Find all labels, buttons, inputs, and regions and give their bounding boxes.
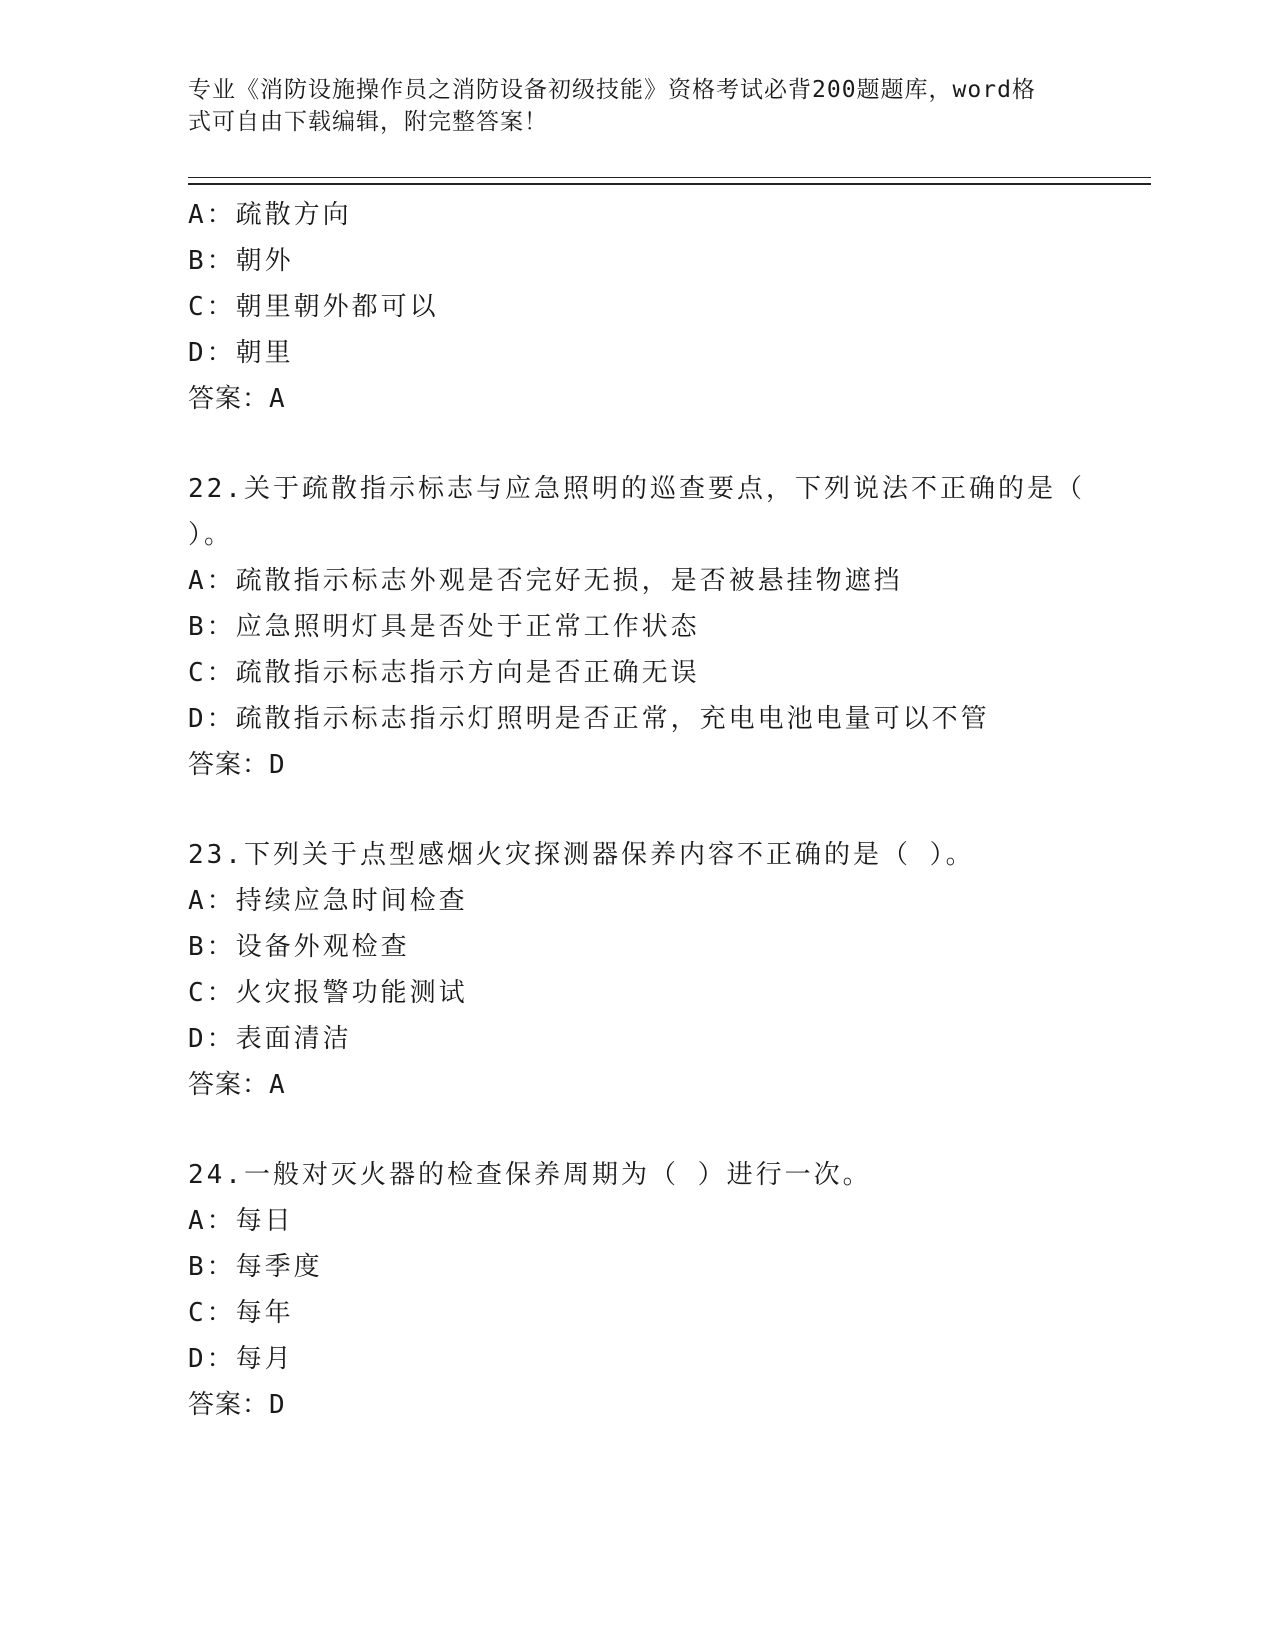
answer-value: D [269,1390,286,1420]
answer-line [188,1382,1088,1428]
document-header [188,74,1068,138]
answer-value: D [269,750,286,780]
option-d: D：朝里 [188,338,294,368]
option-a: A：疏散指示标志外观是否完好无损，是否被悬挂物遮挡 [188,566,903,596]
header-divider-thin [188,177,1151,178]
question-list [188,192,1088,1428]
question-stem: 22.关于疏散指示标志与应急照明的巡查要点，下列说法不正确的是（ [188,474,1085,504]
option-d: D：每月 [188,1344,294,1374]
question-24 [188,1152,1088,1428]
option-b: B：设备外观检查 [188,932,410,962]
answer-value: A [269,1070,286,1100]
option-d: D：疏散指示标志指示灯照明是否正常，充电电池电量可以不管 [188,704,990,734]
question-22 [188,466,1088,788]
answer-line [188,1062,1088,1108]
option-a: A：每日 [188,1206,294,1236]
option-a: A：持续应急时间检查 [188,886,468,916]
option-c: C：朝里朝外都可以 [188,292,439,322]
option-d: D：表面清洁 [188,1024,352,1054]
question-21 [188,192,1088,422]
header-divider-thick [188,183,1151,185]
answer-label: 答案： [188,1070,270,1100]
header-line-1: 专业《消防设施操作员之消防设备初级技能》资格考试必背200题题库，word格 [188,77,1036,103]
answer-label: 答案： [188,750,270,780]
option-b: B：应急照明灯具是否处于正常工作状态 [188,612,700,642]
option-c: C：疏散指示标志指示方向是否正确无误 [188,658,700,688]
question-stem: 24.一般对灭火器的检查保养周期为（ ）进行一次。 [188,1160,872,1190]
answer-label: 答案： [188,384,270,414]
answer-label: 答案： [188,1390,270,1420]
question-23 [188,832,1088,1108]
question-stem: 23.下列关于点型感烟火灾探测器保养内容不正确的是（ ）。 [188,840,975,870]
option-c: C：火灾报警功能测试 [188,978,468,1008]
answer-line [188,742,1088,788]
question-stem-continued: ）。 [188,520,234,550]
answer-line [188,376,1088,422]
option-a: A：疏散方向 [188,200,352,230]
option-b: B：朝外 [188,246,294,276]
option-b: B：每季度 [188,1252,323,1282]
answer-value: A [269,384,286,414]
header-line-2: 式可自由下载编辑，附完整答案！ [188,109,548,135]
option-c: C：每年 [188,1298,294,1328]
